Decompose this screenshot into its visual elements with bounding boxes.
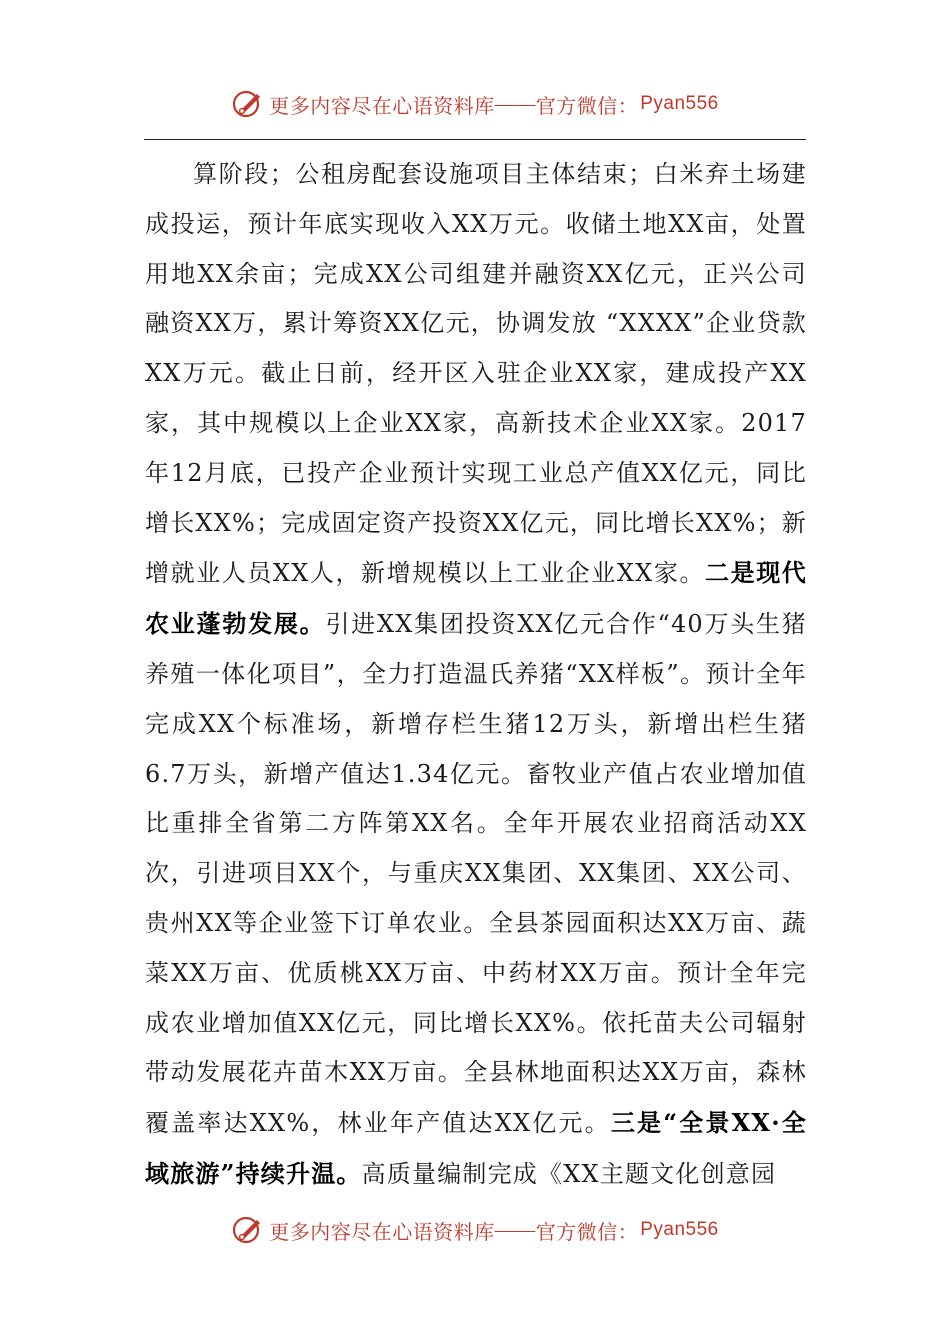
bold-heading-tourism: 三是“全景XX·全域旅游”持续升温。 — [145, 1108, 808, 1188]
banner-handle: Pyan556 — [640, 93, 719, 114]
banner-separator: —— — [494, 1218, 536, 1241]
text-segment: 算阶段；公租房配套设施项目主体结束；白米弃土场建成投运，预计年底实现收入XX万元。收储土地XX亩，处置用地XX余亩；完成XX公司组建并融资XX亿元，正兴公司融资XX万，累计筹资XX亿元，协调发放 “XXXX”企业贷款XX万元。截止日前，经开区入驻企业XX家，建成投产XX家，其中规模以上企业XX家，高新技术企业XX家。2017年12月底，已投产企业预计实现工业总产值XX亿元，同比增长XX%；完成固定资产投资XX亿元，同比增长XX%；新增就业人员XX人，新增规模以上工业企业XX家。 — [145, 160, 807, 588]
footer-banner — [0, 1210, 950, 1250]
bold-heading-agriculture: 二是现代农业蓬勃发展。 — [145, 558, 807, 639]
document-body — [145, 150, 807, 1200]
banner-brand: 更多内容尽在心语资料库 — [269, 1221, 495, 1244]
header-rule — [144, 139, 806, 140]
banner-brand: 更多内容尽在心语资料库 — [269, 95, 495, 118]
header-banner — [0, 84, 950, 124]
banner-label: 官方微信： — [535, 1221, 639, 1244]
pen-circle-icon — [231, 87, 265, 121]
document-paragraph — [145, 150, 807, 1200]
text-segment: 引进XX集团投资XX亿元合作“40万头生猪养殖一体化项目”，全力打造温氏养猪“XX样板”。预计全年完成XX个标准场，新增存栏生猪12万头，新增出栏生猪6.7万头，新增产值达1.34亿元。畜牧业产值占农业增加值比重排全省第二方阵第XX名。全年开展农业招商活动XX次，引进项目XX个，与重庆XX集团、XX集团、XX公司、贵州XX等企业签下订单农业。全县茶园面积达XX万亩、蔬菜XX万亩、优质桃XX万亩、中药材XX万亩。预计全年完成农业增加值XX亿元，同比增长XX%。依托苗夫公司辐射带动发展花卉苗木XX万亩。全县林地面积达XX万亩，森林覆盖率达XX%，林业年产值达XX亿元。 — [145, 610, 807, 1138]
banner-handle: Pyan556 — [640, 1219, 719, 1240]
banner-separator: —— — [494, 92, 536, 115]
text-segment: 高质量编制完成《XX主题文化创意园 — [361, 1159, 777, 1188]
pen-circle-icon — [231, 1213, 265, 1247]
banner-label: 官方微信： — [535, 95, 639, 118]
